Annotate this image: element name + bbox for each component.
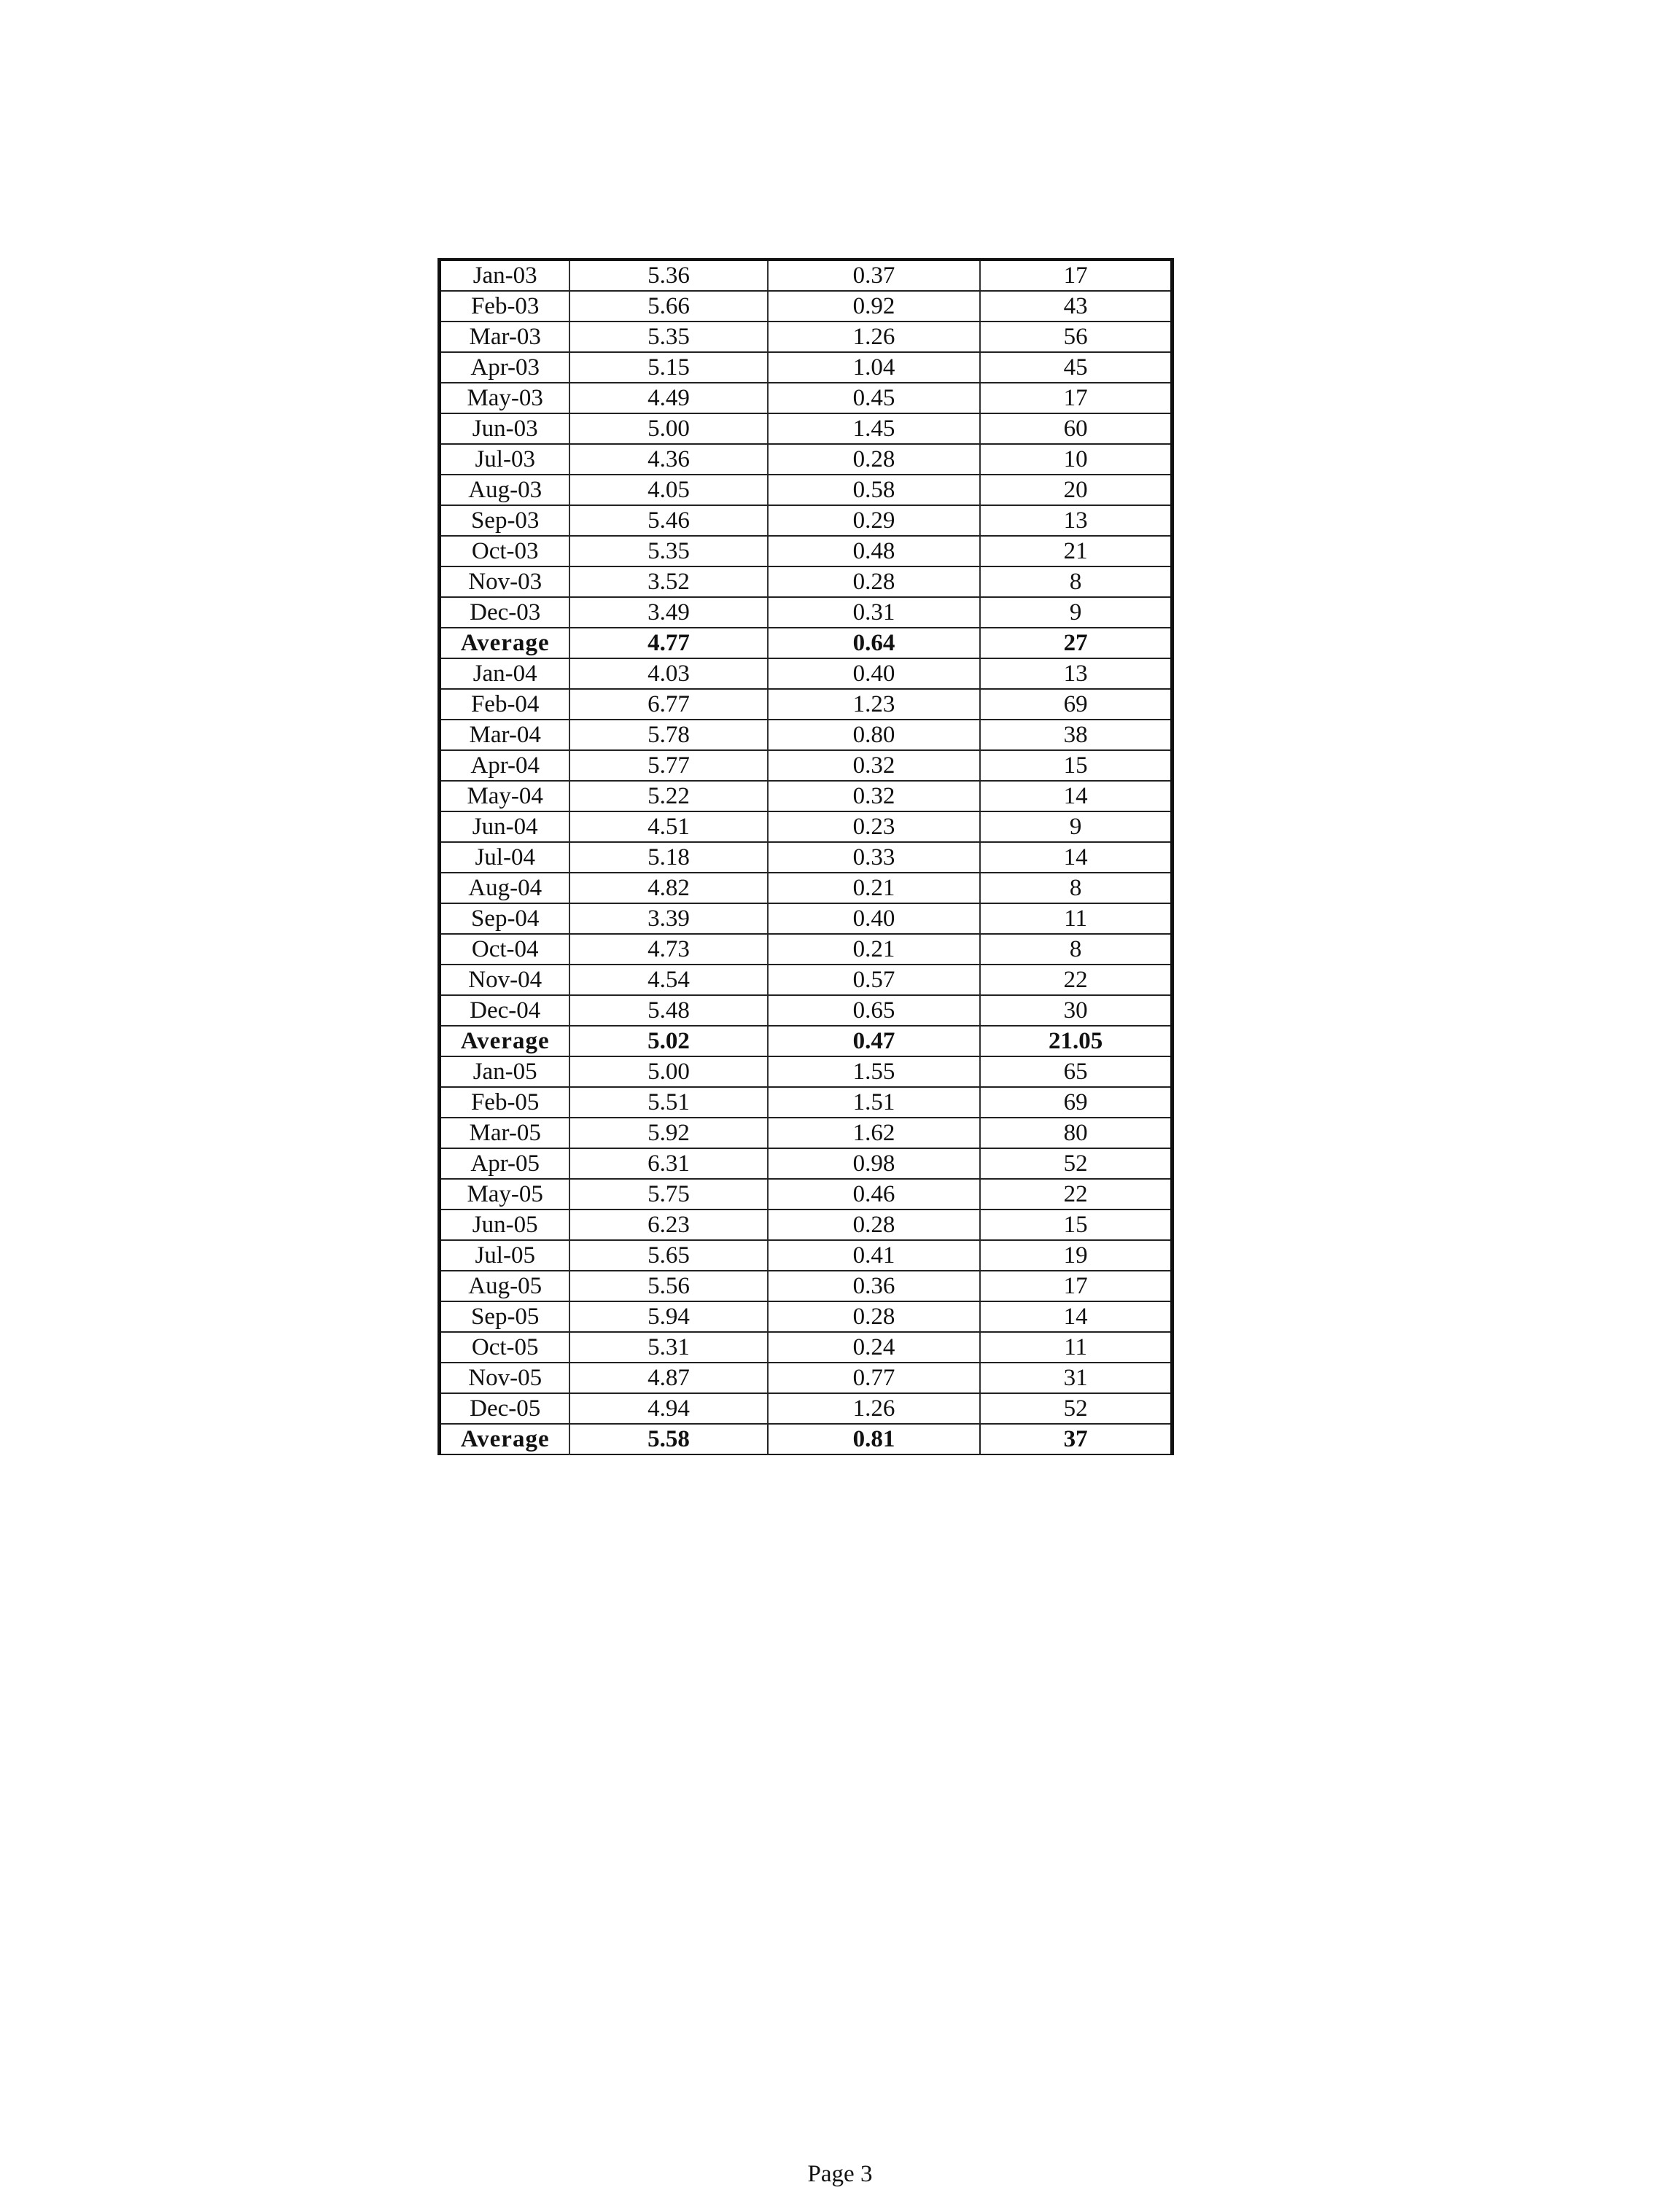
value-c-cell: 38	[980, 720, 1172, 750]
value-b-cell: 0.37	[768, 260, 980, 291]
month-cell: Jan-05	[440, 1056, 570, 1087]
value-b-cell: 1.23	[768, 689, 980, 720]
value-c-cell: 9	[980, 811, 1172, 842]
value-b-cell: 0.31	[768, 597, 980, 628]
table-row	[440, 781, 1172, 811]
month-cell: Jun-05	[440, 1210, 570, 1240]
value-b-cell: 1.04	[768, 352, 980, 383]
month-cell: Dec-04	[440, 995, 570, 1026]
value-b-cell: 0.40	[768, 903, 980, 934]
month-cell: Jun-04	[440, 811, 570, 842]
month-cell: Aug-04	[440, 873, 570, 903]
month-cell: Feb-04	[440, 689, 570, 720]
value-c-cell: 8	[980, 934, 1172, 965]
value-a-cell: 5.56	[569, 1271, 767, 1301]
value-c-cell: 13	[980, 658, 1172, 689]
value-a-cell: 5.51	[569, 1087, 767, 1118]
table-row	[440, 260, 1172, 291]
value-c-cell: 52	[980, 1148, 1172, 1179]
value-c-cell: 65	[980, 1056, 1172, 1087]
value-c-cell: 69	[980, 689, 1172, 720]
value-c-cell: 21	[980, 536, 1172, 566]
value-b-cell: 1.55	[768, 1056, 980, 1087]
value-b-cell: 0.77	[768, 1363, 980, 1393]
value-b-cell: 0.28	[768, 1301, 980, 1332]
month-cell: Nov-03	[440, 566, 570, 597]
value-c-cell: 22	[980, 1179, 1172, 1210]
month-cell: Jan-04	[440, 658, 570, 689]
monthly-data-table	[438, 258, 1174, 1455]
table-body	[440, 260, 1172, 1454]
value-a-cell: 4.49	[569, 383, 767, 413]
value-a-cell: 5.35	[569, 536, 767, 566]
value-a-cell: 5.48	[569, 995, 767, 1026]
value-b-cell: 0.47	[768, 1026, 980, 1056]
value-b-cell: 1.51	[768, 1087, 980, 1118]
average-row	[440, 1424, 1172, 1454]
value-b-cell: 0.81	[768, 1424, 980, 1454]
month-cell: Feb-05	[440, 1087, 570, 1118]
value-c-cell: 52	[980, 1393, 1172, 1424]
value-b-cell: 0.21	[768, 934, 980, 965]
value-a-cell: 5.75	[569, 1179, 767, 1210]
value-a-cell: 4.77	[569, 628, 767, 658]
value-c-cell: 13	[980, 505, 1172, 536]
table-row	[440, 1118, 1172, 1148]
month-cell: Sep-03	[440, 505, 570, 536]
value-b-cell: 1.62	[768, 1118, 980, 1148]
value-c-cell: 37	[980, 1424, 1172, 1454]
table-row	[440, 352, 1172, 383]
value-a-cell: 5.92	[569, 1118, 767, 1148]
value-c-cell: 56	[980, 322, 1172, 352]
average-row	[440, 628, 1172, 658]
value-c-cell: 21.05	[980, 1026, 1172, 1056]
value-a-cell: 4.82	[569, 873, 767, 903]
table-row	[440, 291, 1172, 322]
month-cell: May-03	[440, 383, 570, 413]
value-a-cell: 5.15	[569, 352, 767, 383]
month-cell: Jan-03	[440, 260, 570, 291]
table-row	[440, 1210, 1172, 1240]
table-row	[440, 1148, 1172, 1179]
value-a-cell: 4.03	[569, 658, 767, 689]
value-c-cell: 20	[980, 475, 1172, 505]
table-row	[440, 1301, 1172, 1332]
value-b-cell: 0.48	[768, 536, 980, 566]
value-c-cell: 9	[980, 597, 1172, 628]
table-row	[440, 597, 1172, 628]
value-b-cell: 0.32	[768, 781, 980, 811]
value-a-cell: 4.87	[569, 1363, 767, 1393]
table-row	[440, 322, 1172, 352]
value-b-cell: 0.33	[768, 842, 980, 873]
value-a-cell: 3.39	[569, 903, 767, 934]
month-cell: Aug-05	[440, 1271, 570, 1301]
value-a-cell: 5.66	[569, 291, 767, 322]
value-a-cell: 6.77	[569, 689, 767, 720]
value-b-cell: 0.32	[768, 750, 980, 781]
table-row	[440, 873, 1172, 903]
value-a-cell: 5.00	[569, 1056, 767, 1087]
value-c-cell: 14	[980, 842, 1172, 873]
value-b-cell: 0.41	[768, 1240, 980, 1271]
value-b-cell: 0.92	[768, 291, 980, 322]
value-b-cell: 0.28	[768, 1210, 980, 1240]
value-c-cell: 60	[980, 413, 1172, 444]
value-a-cell: 5.94	[569, 1301, 767, 1332]
value-a-cell: 4.36	[569, 444, 767, 475]
value-b-cell: 0.58	[768, 475, 980, 505]
month-cell: Oct-03	[440, 536, 570, 566]
table-row	[440, 1179, 1172, 1210]
month-cell: Nov-05	[440, 1363, 570, 1393]
month-cell: Apr-03	[440, 352, 570, 383]
month-cell: Sep-04	[440, 903, 570, 934]
value-c-cell: 15	[980, 750, 1172, 781]
value-b-cell: 0.64	[768, 628, 980, 658]
table-row	[440, 566, 1172, 597]
table-row	[440, 1056, 1172, 1087]
month-cell: Dec-05	[440, 1393, 570, 1424]
value-a-cell: 6.31	[569, 1148, 767, 1179]
month-cell: Average	[440, 1424, 570, 1454]
value-a-cell: 5.02	[569, 1026, 767, 1056]
value-b-cell: 0.98	[768, 1148, 980, 1179]
value-c-cell: 17	[980, 383, 1172, 413]
month-cell: Jun-03	[440, 413, 570, 444]
value-a-cell: 3.49	[569, 597, 767, 628]
value-c-cell: 45	[980, 352, 1172, 383]
value-b-cell: 0.36	[768, 1271, 980, 1301]
value-c-cell: 8	[980, 873, 1172, 903]
month-cell: Jul-04	[440, 842, 570, 873]
value-b-cell: 1.26	[768, 322, 980, 352]
value-b-cell: 0.28	[768, 566, 980, 597]
month-cell: Feb-03	[440, 291, 570, 322]
table-row	[440, 995, 1172, 1026]
value-b-cell: 0.46	[768, 1179, 980, 1210]
value-a-cell: 3.52	[569, 566, 767, 597]
table-row	[440, 1271, 1172, 1301]
value-a-cell: 5.36	[569, 260, 767, 291]
table-row	[440, 536, 1172, 566]
month-cell: Dec-03	[440, 597, 570, 628]
month-cell: Jul-03	[440, 444, 570, 475]
value-b-cell: 0.65	[768, 995, 980, 1026]
value-c-cell: 27	[980, 628, 1172, 658]
value-a-cell: 5.35	[569, 322, 767, 352]
table-row	[440, 1240, 1172, 1271]
month-cell: Apr-04	[440, 750, 570, 781]
value-a-cell: 5.46	[569, 505, 767, 536]
table-row	[440, 658, 1172, 689]
table-row	[440, 965, 1172, 995]
value-a-cell: 5.58	[569, 1424, 767, 1454]
table-row	[440, 934, 1172, 965]
table-row	[440, 842, 1172, 873]
month-cell: Oct-05	[440, 1332, 570, 1363]
value-b-cell: 0.24	[768, 1332, 980, 1363]
value-a-cell: 5.31	[569, 1332, 767, 1363]
table-row	[440, 1087, 1172, 1118]
table-row	[440, 720, 1172, 750]
month-cell: Average	[440, 628, 570, 658]
value-c-cell: 69	[980, 1087, 1172, 1118]
value-a-cell: 4.51	[569, 811, 767, 842]
value-a-cell: 4.73	[569, 934, 767, 965]
value-b-cell: 0.57	[768, 965, 980, 995]
value-b-cell: 0.21	[768, 873, 980, 903]
value-c-cell: 19	[980, 1240, 1172, 1271]
value-b-cell: 1.45	[768, 413, 980, 444]
month-cell: Mar-05	[440, 1118, 570, 1148]
table-row	[440, 413, 1172, 444]
value-a-cell: 6.23	[569, 1210, 767, 1240]
value-c-cell: 11	[980, 903, 1172, 934]
month-cell: May-05	[440, 1179, 570, 1210]
value-a-cell: 5.77	[569, 750, 767, 781]
month-cell: Mar-03	[440, 322, 570, 352]
value-c-cell: 22	[980, 965, 1172, 995]
table-row	[440, 505, 1172, 536]
value-a-cell: 4.94	[569, 1393, 767, 1424]
table-row	[440, 1393, 1172, 1424]
value-c-cell: 31	[980, 1363, 1172, 1393]
value-b-cell: 0.28	[768, 444, 980, 475]
month-cell: Oct-04	[440, 934, 570, 965]
value-a-cell: 5.22	[569, 781, 767, 811]
month-cell: Apr-05	[440, 1148, 570, 1179]
value-a-cell: 4.05	[569, 475, 767, 505]
table-row	[440, 689, 1172, 720]
value-c-cell: 43	[980, 291, 1172, 322]
value-c-cell: 17	[980, 260, 1172, 291]
value-a-cell: 5.65	[569, 1240, 767, 1271]
table-row	[440, 1363, 1172, 1393]
page-number: Page 3	[807, 2161, 873, 2187]
table-row	[440, 811, 1172, 842]
value-b-cell: 0.80	[768, 720, 980, 750]
value-c-cell: 80	[980, 1118, 1172, 1148]
value-b-cell: 1.26	[768, 1393, 980, 1424]
month-cell: Mar-04	[440, 720, 570, 750]
value-a-cell: 5.18	[569, 842, 767, 873]
month-cell: Nov-04	[440, 965, 570, 995]
value-c-cell: 14	[980, 781, 1172, 811]
value-c-cell: 11	[980, 1332, 1172, 1363]
value-b-cell: 0.40	[768, 658, 980, 689]
table-row	[440, 383, 1172, 413]
value-a-cell: 5.78	[569, 720, 767, 750]
month-cell: Sep-05	[440, 1301, 570, 1332]
table-row	[440, 444, 1172, 475]
value-a-cell: 5.00	[569, 413, 767, 444]
value-c-cell: 17	[980, 1271, 1172, 1301]
month-cell: Aug-03	[440, 475, 570, 505]
value-c-cell: 30	[980, 995, 1172, 1026]
average-row	[440, 1026, 1172, 1056]
month-cell: Jul-05	[440, 1240, 570, 1271]
value-c-cell: 15	[980, 1210, 1172, 1240]
value-c-cell: 14	[980, 1301, 1172, 1332]
value-b-cell: 0.23	[768, 811, 980, 842]
value-c-cell: 10	[980, 444, 1172, 475]
table-row	[440, 903, 1172, 934]
value-a-cell: 4.54	[569, 965, 767, 995]
table-row	[440, 1332, 1172, 1363]
value-c-cell: 8	[980, 566, 1172, 597]
value-b-cell: 0.29	[768, 505, 980, 536]
month-cell: Average	[440, 1026, 570, 1056]
table-row	[440, 475, 1172, 505]
value-b-cell: 0.45	[768, 383, 980, 413]
month-cell: May-04	[440, 781, 570, 811]
table-row	[440, 750, 1172, 781]
